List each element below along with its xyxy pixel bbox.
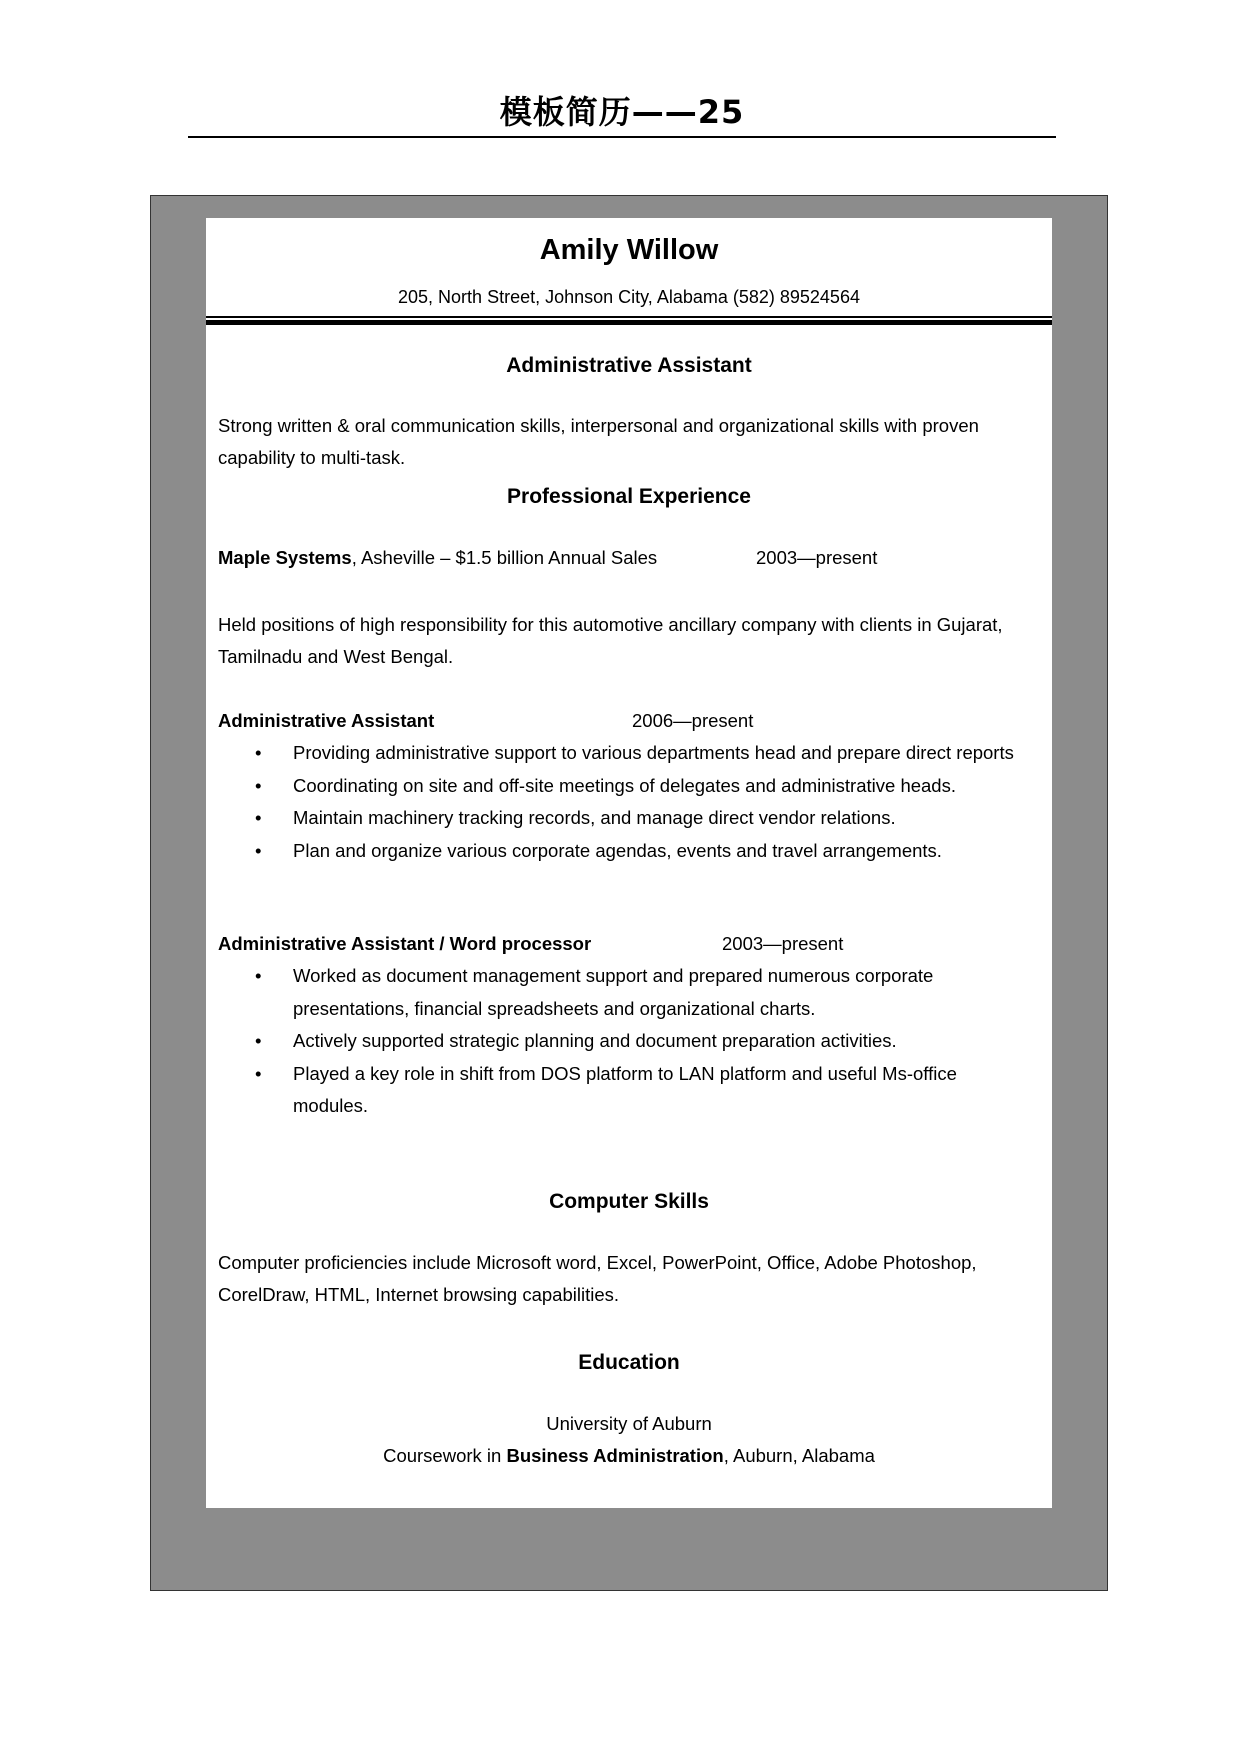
objective-title: Administrative Assistant <box>506 354 752 377</box>
education-coursework: Coursework in Business Administration, Auburn, Alabama <box>383 1445 875 1466</box>
list-item: • Played a key role in shift from DOS platform to LAN platform and useful Ms-office modules. <box>218 1058 1028 1123</box>
candidate-address: 205, North Street, Johnson City, Alabama (582) 89524564 <box>398 287 860 307</box>
list-item: • Coordinating on site and off-site meetings of delegates and administrative heads. <box>218 770 1028 803</box>
role-1-bullets <box>218 737 1028 867</box>
list-item: • Actively supported strategic planning and document preparation activities. <box>218 1025 1028 1058</box>
role-title-2: Administrative Assistant / Word processor <box>218 933 592 954</box>
candidate-name: Amily Willow <box>539 234 719 266</box>
skills-title: Computer Skills <box>549 1190 709 1213</box>
role-title-1: Administrative Assistant <box>218 710 435 731</box>
role-dates-2: 2003—present <box>722 933 844 954</box>
list-item: • Plan and organize various corporate agendas, events and travel arrangements. <box>218 835 1028 868</box>
skills-text: Computer proficiencies include Microsoft word, Excel, PowerPoint, Office, Adobe Photoshop, CorelDraw, HTML, Internet browsing capabilities. <box>218 1252 977 1305</box>
resume-sheet <box>206 218 1052 1508</box>
role-dates-1: 2006—present <box>632 710 754 731</box>
bullet-icon: • <box>255 839 262 861</box>
header-rule-thick <box>206 320 1052 325</box>
page-title: 模板简历——25 <box>499 93 745 131</box>
company-description: Held positions of high responsibility for this automotive ancillary company with clients in Gujarat, Tamilnadu and West Bengal. <box>218 614 1003 667</box>
company-line <box>218 544 657 572</box>
bullet-icon: • <box>255 1062 262 1084</box>
company-name: Maple Systems <box>218 547 352 568</box>
document-header <box>188 86 1056 138</box>
bullet-icon: • <box>255 774 262 796</box>
objective-text: Strong written & oral communication skills, interpersonal and organizational skills with proven capability to multi-task. <box>218 415 979 468</box>
education-title: Education <box>578 1351 680 1374</box>
experience-title: Professional Experience <box>507 485 751 508</box>
list-item: • Providing administrative support to various departments head and prepare direct reports <box>218 737 1028 770</box>
list-item: • Worked as document management support and prepared numerous corporate presentations, financial spreadsheets and organizational charts. <box>218 960 1028 1025</box>
list-item: • Maintain machinery tracking records, and manage direct vendor relations. <box>218 802 1028 835</box>
company-dates: 2003—present <box>756 547 878 568</box>
role-2-bullets <box>218 960 1028 1123</box>
bullet-icon: • <box>255 807 262 828</box>
bullet-icon: • <box>255 742 262 763</box>
education-school: University of Auburn <box>546 1413 712 1434</box>
bullet-icon: • <box>255 965 262 986</box>
company-detail: , Asheville – $1.5 billion Annual Sales <box>351 547 658 568</box>
header-rule-thin <box>206 316 1052 318</box>
bullet-icon: • <box>255 1030 262 1051</box>
